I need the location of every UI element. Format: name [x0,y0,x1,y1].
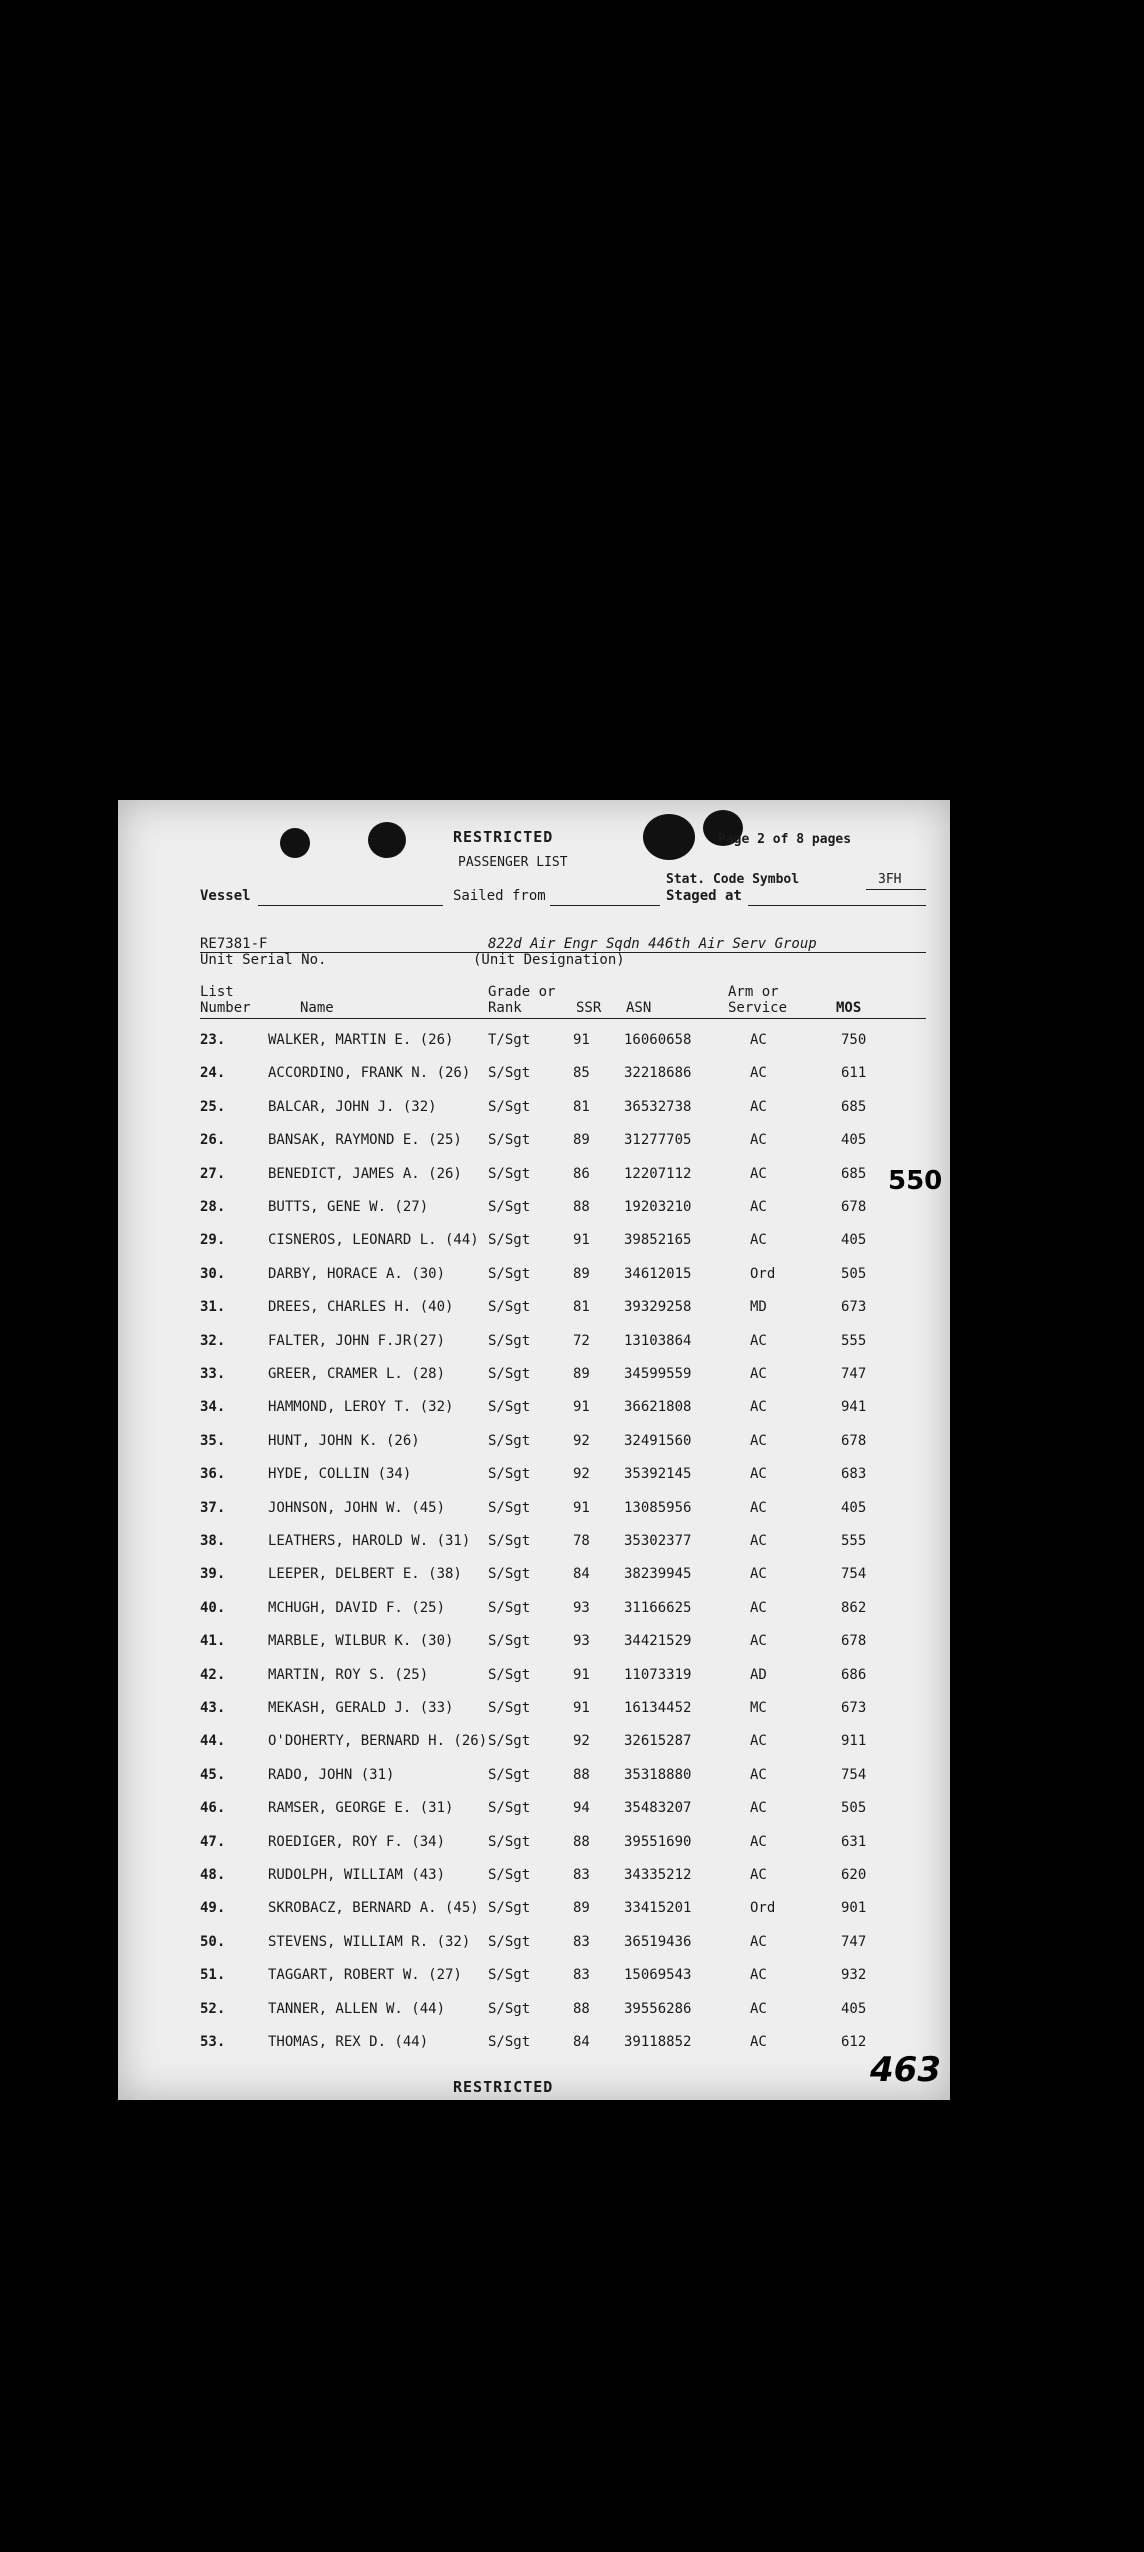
row-number: 37. [200,1499,226,1516]
row-mos: 932 [841,1967,867,1984]
row-asn: 16060658 [624,1032,692,1048]
table-row [118,1266,950,1299]
unit-designation-value: 822d Air Engr Sqdn 446th Air Serv Group [488,936,817,952]
ink-blot [280,828,310,858]
row-mos: 754 [841,1766,867,1783]
row-arm: AC [750,1098,767,1115]
row-mos: 631 [841,1833,867,1850]
row-name: STEVENS, WILLIAM R. (32) [268,1933,471,1950]
row-grade: S/Sgt [488,1967,531,1984]
handwritten-margin-number: 550 [888,1166,943,1196]
row-mos: 941 [841,1399,867,1416]
row-grade: S/Sgt [488,1733,531,1750]
row-arm: AC [750,1132,767,1149]
row-mos: 673 [841,1700,867,1716]
row-number: 23. [200,1032,226,1048]
col-header-list-number: List Number [200,984,251,1016]
table-row [118,1065,950,1098]
row-number: 48. [200,1867,226,1883]
row-arm: Ord [750,1265,776,1282]
row-arm: AC [750,1466,767,1483]
row-grade: S/Sgt [488,1633,531,1650]
staged-at-label: Staged at [666,888,742,904]
row-name: O'DOHERTY, BERNARD H. (26) [268,1733,488,1750]
ink-blot [368,822,406,858]
table-row [118,1600,950,1633]
row-asn: 36532738 [624,1098,692,1115]
sailed-from-underline [550,905,660,906]
row-mos: 555 [841,1332,867,1349]
vessel-underline [258,905,443,906]
row-number: 35. [200,1432,226,1449]
row-arm: AC [750,1800,767,1817]
row-arm: AC [750,1867,767,1883]
table-row [118,1733,950,1766]
col-header-grade: Grade or Rank [488,984,556,1016]
row-arm: AC [750,1733,767,1750]
row-arm: AD [750,1666,767,1683]
row-asn: 36621808 [624,1399,692,1416]
row-name: CISNEROS, LEONARD L. (44) [268,1232,479,1249]
table-row [118,1132,950,1165]
row-number: 49. [200,1900,226,1917]
row-grade: S/Sgt [488,1165,531,1182]
row-asn: 38239945 [624,1566,692,1583]
row-asn: 39556286 [624,2000,692,2017]
row-ssr: 81 [573,1098,590,1115]
row-asn: 13103864 [624,1332,692,1349]
row-ssr: 91 [573,1700,590,1716]
row-asn: 35302377 [624,1533,692,1549]
row-ssr: 88 [573,1199,590,1215]
table-row [118,1566,950,1599]
row-name: SKROBACZ, BERNARD A. (45) [268,1900,479,1917]
row-mos: 673 [841,1299,867,1316]
row-ssr: 83 [573,1967,590,1984]
row-asn: 36519436 [624,1933,692,1950]
row-grade: S/Sgt [488,1800,531,1817]
row-arm: AC [750,1332,767,1349]
row-name: THOMAS, REX D. (44) [268,2034,429,2050]
restricted-header: RESTRICTED [453,828,554,846]
row-arm: AC [750,1499,767,1516]
row-grade: S/Sgt [488,1700,531,1716]
row-mos: 747 [841,1366,867,1382]
document-title: PASSENGER LIST [458,855,568,870]
row-mos: 750 [841,1032,867,1048]
table-row [118,1900,950,1933]
row-ssr: 89 [573,1900,590,1917]
row-arm: AC [750,1933,767,1950]
sailed-from-label: Sailed from [453,888,546,904]
row-arm: AC [750,1032,767,1048]
row-number: 52. [200,2000,226,2017]
row-asn: 34421529 [624,1633,692,1650]
row-number: 45. [200,1766,226,1783]
row-asn: 16134452 [624,1700,692,1716]
row-name: BUTTS, GENE W. (27) [268,1199,429,1215]
row-asn: 39852165 [624,1232,692,1249]
row-ssr: 72 [573,1332,590,1349]
row-name: JOHNSON, JOHN W. (45) [268,1499,446,1516]
passenger-list-page [118,800,950,2100]
staged-at-underline [748,905,926,906]
row-mos: 405 [841,1499,867,1516]
row-mos: 678 [841,1199,867,1215]
row-number: 25. [200,1098,226,1115]
row-number: 44. [200,1733,226,1750]
row-grade: S/Sgt [488,1499,531,1516]
unit-serial-value: RE7381-F [200,936,268,952]
row-mos: 683 [841,1466,867,1483]
row-ssr: 88 [573,2000,590,2017]
col-header-arm: Arm or Service [728,984,788,1016]
row-asn: 34612015 [624,1265,692,1282]
row-grade: S/Sgt [488,1933,531,1950]
row-number: 30. [200,1265,226,1282]
row-name: DREES, CHARLES H. (40) [268,1299,454,1316]
row-arm: AC [750,1833,767,1850]
table-row [118,1199,950,1232]
row-ssr: 88 [573,1833,590,1850]
row-ssr: 93 [573,1633,590,1650]
row-grade: T/Sgt [488,1032,531,1048]
row-arm: AC [750,2000,767,2017]
table-row [118,1032,950,1065]
row-asn: 13085956 [624,1499,692,1516]
row-ssr: 86 [573,1165,590,1182]
row-ssr: 91 [573,1666,590,1683]
row-asn: 35318880 [624,1766,692,1783]
row-ssr: 84 [573,2034,590,2050]
vessel-label: Vessel [200,888,251,904]
row-grade: S/Sgt [488,1199,531,1215]
row-arm: Ord [750,1900,776,1917]
row-mos: 505 [841,1265,867,1282]
row-grade: S/Sgt [488,1766,531,1783]
row-number: 32. [200,1332,226,1349]
row-number: 28. [200,1199,226,1215]
table-row [118,1767,950,1800]
row-asn: 39118852 [624,2034,692,2050]
row-name: ACCORDINO, FRANK N. (26) [268,1065,471,1082]
row-mos: 754 [841,1566,867,1583]
table-row [118,1232,950,1265]
row-arm: AC [750,2034,767,2050]
row-number: 50. [200,1933,226,1950]
row-grade: S/Sgt [488,2000,531,2017]
row-number: 47. [200,1833,226,1850]
row-name: BALCAR, JOHN J. (32) [268,1098,437,1115]
row-grade: S/Sgt [488,1466,531,1483]
row-mos: 611 [841,1065,867,1082]
table-row [118,1533,950,1566]
row-grade: S/Sgt [488,1332,531,1349]
row-number: 42. [200,1666,226,1683]
row-number: 38. [200,1533,226,1549]
page-label: Page 2 of 8 pages [718,832,852,847]
row-arm: AC [750,1432,767,1449]
row-grade: S/Sgt [488,1833,531,1850]
row-mos: 555 [841,1533,867,1549]
row-arm: AC [750,1967,767,1984]
row-asn: 33415201 [624,1900,692,1917]
unit-designation-label: (Unit Designation) [473,952,625,968]
row-grade: S/Sgt [488,1666,531,1683]
row-mos: 678 [841,1432,867,1449]
row-number: 40. [200,1599,226,1616]
row-name: FALTER, JOHN F.JR(27) [268,1332,446,1349]
table-row [118,1399,950,1432]
row-arm: AC [750,1766,767,1783]
col-header-mos: MOS [836,1000,862,1016]
row-ssr: 92 [573,1733,590,1750]
row-ssr: 83 [573,1933,590,1950]
row-name: TANNER, ALLEN W. (44) [268,2000,446,2017]
row-ssr: 92 [573,1466,590,1483]
row-ssr: 92 [573,1432,590,1449]
row-mos: 901 [841,1900,867,1917]
row-number: 46. [200,1800,226,1817]
row-arm: AC [750,1065,767,1082]
row-mos: 505 [841,1800,867,1817]
row-ssr: 84 [573,1566,590,1583]
row-grade: S/Sgt [488,1366,531,1382]
row-number: 39. [200,1566,226,1583]
table-row [118,1967,950,2000]
row-ssr: 94 [573,1800,590,1817]
row-ssr: 89 [573,1132,590,1149]
table-row [118,1834,950,1867]
row-number: 31. [200,1299,226,1316]
row-mos: 405 [841,2000,867,2017]
handwritten-corner-number: 463 [870,2050,941,2090]
stat-code-underline [866,889,926,890]
row-number: 29. [200,1232,226,1249]
row-arm: AC [750,1199,767,1215]
row-number: 33. [200,1366,226,1382]
row-asn: 35483207 [624,1800,692,1817]
row-name: MARBLE, WILBUR K. (30) [268,1633,454,1650]
row-name: BENEDICT, JAMES A. (26) [268,1165,462,1182]
row-asn: 34599559 [624,1366,692,1382]
table-row [118,1500,950,1533]
row-ssr: 91 [573,1032,590,1048]
row-grade: S/Sgt [488,1900,531,1917]
col-header-ssr: SSR [576,1000,602,1016]
row-name: MCHUGH, DAVID F. (25) [268,1599,446,1616]
row-number: 34. [200,1399,226,1416]
table-row [118,1433,950,1466]
table-row [118,1867,950,1900]
row-asn: 39551690 [624,1833,692,1850]
row-arm: AC [750,1566,767,1583]
row-asn: 34335212 [624,1867,692,1883]
row-asn: 19203210 [624,1199,692,1215]
row-name: RAMSER, GEORGE E. (31) [268,1800,454,1817]
row-grade: S/Sgt [488,1432,531,1449]
table-row [118,1299,950,1332]
row-mos: 685 [841,1098,867,1115]
row-name: HYDE, COLLIN (34) [268,1466,412,1483]
ink-blot [643,814,695,860]
row-asn: 35392145 [624,1466,692,1483]
row-ssr: 91 [573,1499,590,1516]
stat-code-value: 3FH [878,872,902,887]
row-name: RADO, JOHN (31) [268,1766,395,1783]
row-name: GREER, CRAMER L. (28) [268,1366,446,1382]
row-ssr: 88 [573,1766,590,1783]
row-mos: 405 [841,1132,867,1149]
row-mos: 911 [841,1733,867,1750]
table-row [118,1366,950,1399]
row-name: ROEDIGER, ROY F. (34) [268,1833,446,1850]
row-name: TAGGART, ROBERT W. (27) [268,1967,462,1984]
row-number: 26. [200,1132,226,1149]
row-grade: S/Sgt [488,1566,531,1583]
row-name: LEEPER, DELBERT E. (38) [268,1566,462,1583]
row-name: LEATHERS, HAROLD W. (31) [268,1533,471,1549]
table-row [118,2034,950,2067]
row-arm: AC [750,1232,767,1249]
row-asn: 32218686 [624,1065,692,1082]
row-name: HAMMOND, LEROY T. (32) [268,1399,454,1416]
row-ssr: 81 [573,1299,590,1316]
table-row [118,1700,950,1733]
row-arm: AC [750,1366,767,1382]
table-row [118,1667,950,1700]
row-arm: AC [750,1633,767,1650]
row-mos: 612 [841,2034,867,2050]
row-grade: S/Sgt [488,1132,531,1149]
row-grade: S/Sgt [488,1599,531,1616]
row-mos: 678 [841,1633,867,1650]
row-asn: 31166625 [624,1599,692,1616]
row-asn: 39329258 [624,1299,692,1316]
row-ssr: 91 [573,1399,590,1416]
row-asn: 12207112 [624,1165,692,1182]
row-mos: 405 [841,1232,867,1249]
row-grade: S/Sgt [488,1265,531,1282]
row-number: 53. [200,2034,226,2050]
row-name: DARBY, HORACE A. (30) [268,1265,446,1282]
row-mos: 686 [841,1666,867,1683]
row-asn: 31277705 [624,1132,692,1149]
row-arm: MD [750,1299,767,1316]
row-name: MARTIN, ROY S. (25) [268,1666,429,1683]
row-grade: S/Sgt [488,1232,531,1249]
row-asn: 32615287 [624,1733,692,1750]
row-number: 43. [200,1700,226,1716]
row-arm: AC [750,1533,767,1549]
row-arm: MC [750,1700,767,1716]
row-mos: 747 [841,1933,867,1950]
row-grade: S/Sgt [488,1399,531,1416]
row-asn: 11073319 [624,1666,692,1683]
row-grade: S/Sgt [488,1867,531,1883]
row-arm: AC [750,1599,767,1616]
row-name: BANSAK, RAYMOND E. (25) [268,1132,462,1149]
col-header-underline [200,1018,926,1019]
row-mos: 685 [841,1165,867,1182]
table-row [118,1934,950,1967]
row-ssr: 78 [573,1533,590,1549]
row-ssr: 89 [573,1265,590,1282]
unit-serial-label: Unit Serial No. [200,952,327,968]
stat-code-label: Stat. Code Symbol [666,872,800,887]
table-row [118,1633,950,1666]
restricted-footer: RESTRICTED [453,2078,554,2096]
row-name: MEKASH, GERALD J. (33) [268,1700,454,1716]
row-grade: S/Sgt [488,1098,531,1115]
row-name: RUDOLPH, WILLIAM (43) [268,1867,446,1883]
row-asn: 15069543 [624,1967,692,1984]
row-ssr: 93 [573,1599,590,1616]
row-number: 36. [200,1466,226,1483]
row-ssr: 83 [573,1867,590,1883]
table-row [118,1800,950,1833]
row-number: 41. [200,1633,226,1650]
row-mos: 620 [841,1867,867,1883]
row-name: WALKER, MARTIN E. (26) [268,1032,454,1048]
row-grade: S/Sgt [488,1533,531,1549]
table-row [118,2001,950,2034]
col-header-name: Name [300,1000,334,1016]
row-number: 24. [200,1065,226,1082]
col-header-asn: ASN [626,1000,652,1016]
table-row [118,1466,950,1499]
row-ssr: 91 [573,1232,590,1249]
row-ssr: 89 [573,1366,590,1382]
row-grade: S/Sgt [488,2034,531,2050]
row-arm: AC [750,1165,767,1182]
row-ssr: 85 [573,1065,590,1082]
table-row [118,1166,950,1199]
row-number: 51. [200,1967,226,1984]
row-grade: S/Sgt [488,1065,531,1082]
table-row [118,1099,950,1132]
table-row [118,1333,950,1366]
row-mos: 862 [841,1599,867,1616]
row-asn: 32491560 [624,1432,692,1449]
row-grade: S/Sgt [488,1299,531,1316]
row-arm: AC [750,1399,767,1416]
row-name: HUNT, JOHN K. (26) [268,1432,420,1449]
row-number: 27. [200,1165,226,1182]
